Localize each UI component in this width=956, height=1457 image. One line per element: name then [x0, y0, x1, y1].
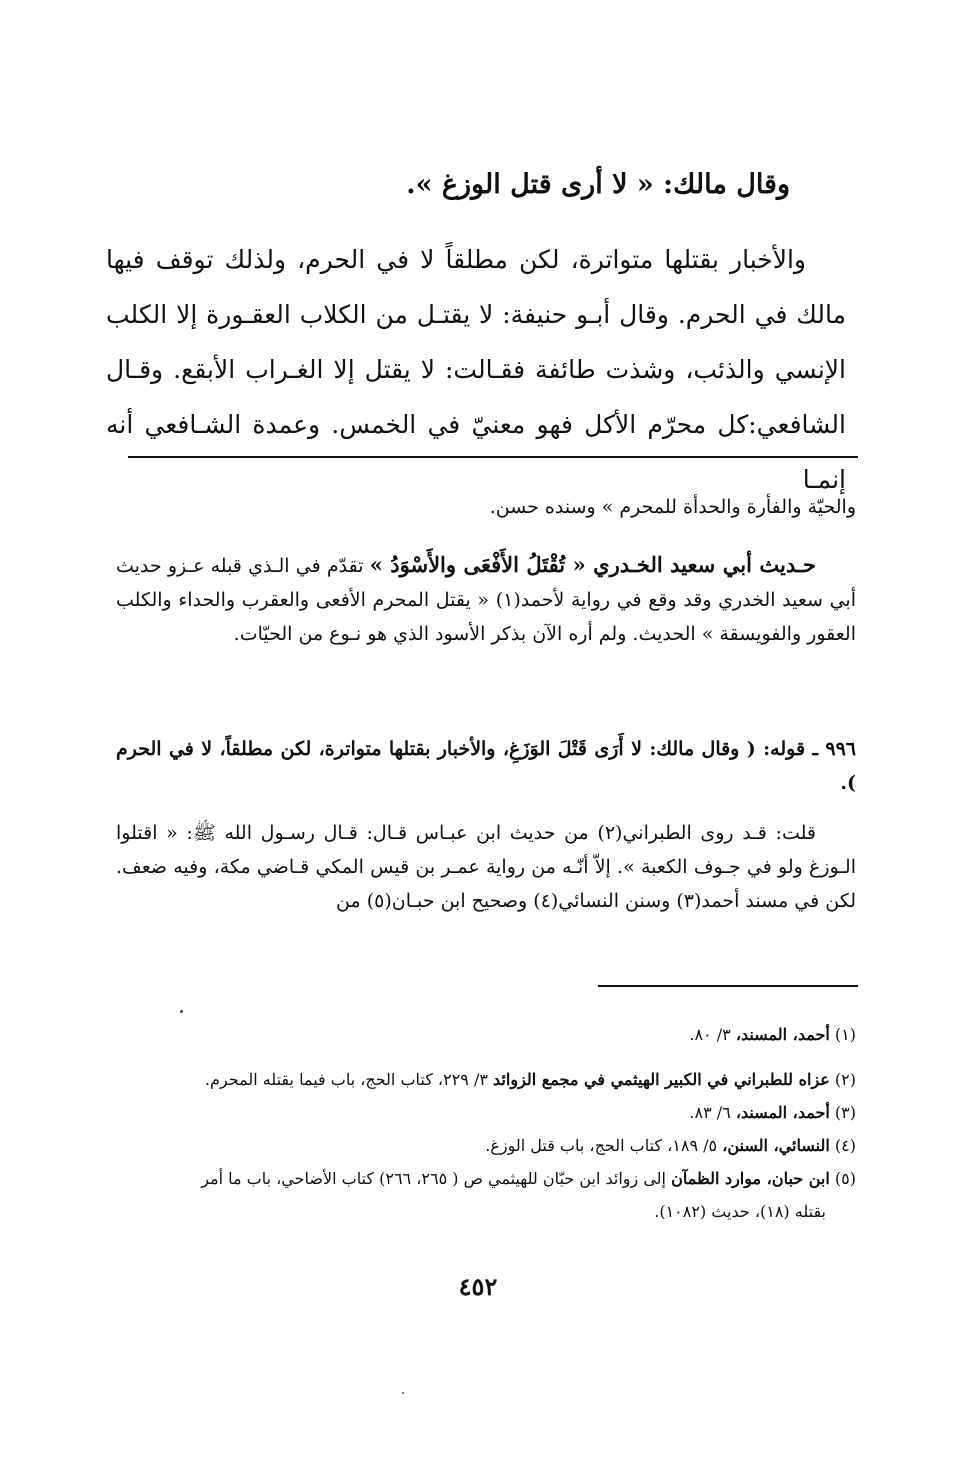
main-text-block	[106, 232, 846, 507]
main-commentary-divider	[128, 456, 858, 458]
footnote-source: ابن حبان، موارد الظمآن	[671, 1169, 830, 1188]
qultu-text: قلت: قـد روى الطبراني(٢) من حديث ابن عبـاس قـال: قـال رسـول الله ﷺ: « اقتلوا الـوزغ ولو في جـوف الكعبة ». إلاّ أنّـه من رواية عمـر بن قيس المكي قـاضي مكة، وفيه ضعف. لكن في مسند أحمد(٣) وسنن النسائي(٤) وصحيح ابن حبـان(٥) من	[116, 822, 856, 912]
hadith-paragraph	[116, 548, 856, 651]
footnote-4	[116, 1129, 856, 1162]
footnote-source: أحمد، المسند،	[735, 1025, 830, 1044]
hadith-lead: حـديث أبي سعيد الخـدري « تُقْتَلُ الأَفْعَى والأَسْوَدُ »	[369, 552, 816, 577]
main-heading: وقال مالك: « لا أرى قتل الوزغ ».	[406, 169, 790, 200]
page-number: ٤٥٢	[458, 1272, 498, 1301]
footnote-number: (١)	[834, 1025, 856, 1044]
footnote-text: إلى زوائد ابن حبّان للهيثمي ص ( ٢٦٥، ٢٦٦) كتاب الأضاحي، باب ما أمر	[201, 1169, 672, 1188]
footnote-text: ٦/ ٨٣.	[689, 1103, 736, 1122]
footnote-number: (٣)	[834, 1103, 856, 1122]
scan-speck	[402, 1392, 404, 1394]
commentary-qultu-paragraph	[116, 816, 856, 918]
footnote-2	[116, 1063, 856, 1096]
footnote-text: ٣/ ٨٠.	[689, 1025, 736, 1044]
footnote-5	[116, 1162, 856, 1195]
scan-speck	[180, 1010, 183, 1013]
entry-996-text: ٩٩٦ ـ قوله: ( وقال مالك: لا أَرَى قَتْلَ الوَزَغِ، والأخبار بقتلها متواترة، لكن مطلقاً، لا في الحرم ).	[116, 738, 856, 794]
footnote-source: النسائي، السنن،	[722, 1136, 830, 1155]
footnote-divider	[598, 985, 858, 987]
footnote-source: عزاه للطبراني في الكبير الهيثمي في مجمع الزوائد	[493, 1070, 830, 1089]
footnote-3	[116, 1096, 856, 1129]
hadith-rest: تقدّم في الـذي قبله عـزو حديث أبي سعيد الخدري وقد وقع في رواية لأحمد(١) « يقتل المحرم الأفعى والعقرب والحداء والكلب العقور والفويسقة » الحديث. ولم أره الآن بذكر الأسود الذي هو نـوع من الحيّات.	[116, 555, 856, 645]
footnote-5-continuation: بقتله (١٨)، حديث (١٠٨٢).	[654, 1202, 826, 1221]
footnote-number: (٢)	[834, 1070, 856, 1089]
commentary-continuation	[116, 490, 856, 524]
footnote-text: ٣/ ٢٢٩، كتاب الحج، باب فيما يقتله المحرم.	[204, 1070, 494, 1089]
main-paragraph: والأخبار بقتلها متواترة، لكن مطلقاً لا في الحرم، ولذلك توقف فيها مالك في الحرم. وقال أبـو حنيفة: لا يقتـل من الكلاب العقـورة إلا الكلب الإنسي والذئب، وشذت طائفة فقـالت: لا يقتل إلا الغـراب الأبقع. وقـال الشافعي:كل محرّم الأكل فهو معنيّ في الخمس. وعمدة الشـافعي أنه إنمـا	[106, 245, 846, 494]
footnote-1	[116, 1018, 856, 1051]
continuation-text: والحيّة والفأرة والحدأة للمحرم » وسنده حسن.	[489, 496, 856, 518]
commentary-hadith-paragraph	[116, 548, 856, 651]
footnote-number: (٥)	[834, 1169, 856, 1188]
footnote-source: أحمد، المسند،	[735, 1103, 830, 1122]
footnote-text: ٥/ ١٨٩، كتاب الحج، باب قتل الوزغ.	[485, 1136, 723, 1155]
entry-996	[116, 732, 856, 800]
footnotes	[116, 1018, 856, 1228]
footnote-number: (٤)	[834, 1136, 856, 1155]
